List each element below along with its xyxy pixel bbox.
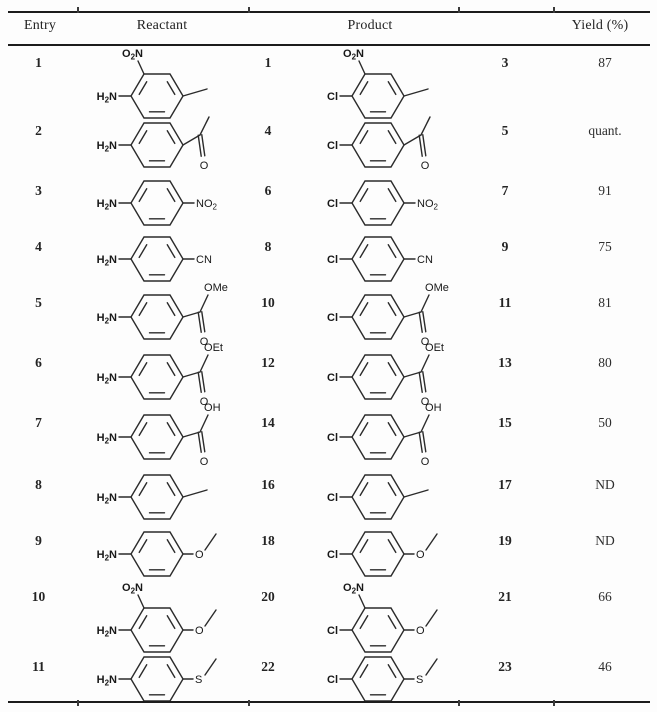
yield-cell: 75 (598, 239, 612, 254)
product-molecule-svg (293, 402, 463, 472)
nitrile-label: CN (417, 254, 433, 266)
ether-oxygen-label: O (195, 549, 204, 561)
reactant-number-cell: 6 (264, 183, 272, 198)
table-row (0, 468, 657, 524)
reactant-column-header: Reactant (136, 18, 188, 33)
ester-group-label: OMe (425, 282, 449, 294)
entry-cell: 3 (35, 183, 42, 198)
product-number-cell: 17 (498, 477, 512, 492)
reactant-molecule-svg (72, 233, 242, 283)
reactant-molecule-svg (72, 526, 242, 578)
product-molecule-svg (293, 471, 463, 521)
amine-label: $H_2N$ (96, 140, 117, 154)
product-number-cell: 13 (498, 355, 512, 370)
product-number-cell: 15 (498, 415, 512, 430)
entry-cell: 5 (35, 295, 42, 310)
ether-oxygen-label: O (195, 625, 204, 637)
amine-label: $H_2N$ (96, 673, 117, 687)
yield-cell: 91 (598, 183, 612, 198)
product-structure (299, 402, 457, 472)
product-molecule-svg (293, 233, 463, 283)
table-row (0, 650, 657, 703)
ester-group-label: OEt (204, 342, 223, 354)
amine-label: $H_2N$ (96, 625, 117, 639)
nitro-label: $O_2N$ (343, 582, 364, 596)
reactant-molecule-svg (72, 651, 242, 703)
table-row (0, 524, 657, 580)
product-structure (299, 114, 457, 180)
ester-group-label: OH (425, 402, 442, 414)
ether-oxygen-label: O (416, 549, 425, 561)
entry-cell: 2 (35, 123, 42, 138)
amine-label: $H_2N$ (96, 372, 117, 386)
product-molecule-svg (293, 46, 463, 124)
product-molecule-svg (293, 580, 463, 658)
nitro-label: $O_2N$ (122, 48, 143, 62)
top-rule-tick (77, 7, 79, 13)
nitrile-label: CN (196, 254, 212, 266)
reactant-number-cell: 12 (261, 355, 275, 370)
thioether-sulfur-label: S (416, 673, 424, 686)
product-structure (299, 46, 457, 124)
top-rule-tick (248, 7, 250, 13)
top-rule-tick (458, 7, 460, 13)
yield-cell: 81 (598, 295, 612, 310)
entry-column-header: Entry (23, 18, 57, 33)
reactant-number-cell: 20 (261, 589, 275, 604)
chloro-label: Cl (326, 492, 338, 504)
product-number-cell: 5 (501, 123, 509, 138)
table-body (0, 46, 657, 703)
reactant-molecule-svg (72, 471, 242, 521)
carbonyl-oxygen-label: O (420, 456, 430, 468)
reactant-molecule-svg (72, 46, 242, 124)
product-number-cell: 7 (501, 183, 509, 198)
carbonyl-oxygen-label: O (199, 160, 209, 172)
reactant-structure (77, 524, 237, 580)
nitro-label: $NO_2$ (417, 198, 438, 212)
product-molecule-svg (293, 114, 463, 180)
yield-cell: 50 (598, 415, 612, 430)
ester-group-label: OEt (425, 342, 444, 354)
amine-label: $H_2N$ (96, 492, 117, 506)
product-number-cell: 9 (501, 239, 509, 254)
yield-cell: ND (595, 533, 615, 548)
table-row (0, 230, 657, 286)
reactant-number-cell: 16 (261, 477, 275, 492)
entry-cell: 4 (35, 239, 42, 254)
amine-label: $H_2N$ (96, 198, 117, 212)
amine-label: $H_2N$ (96, 432, 117, 446)
chloro-label: Cl (326, 312, 338, 324)
amine-label: $H_2N$ (96, 91, 117, 105)
yield-cell: ND (595, 477, 615, 492)
product-number-cell: 21 (498, 589, 512, 604)
chloro-label: Cl (326, 625, 338, 637)
chloro-label: Cl (326, 372, 338, 384)
thioether-sulfur-label: S (195, 673, 203, 686)
reactant-structure (77, 468, 237, 524)
chloro-label: Cl (326, 254, 338, 266)
reactant-molecule-svg (72, 402, 242, 472)
reactant-number-cell: 1 (264, 55, 272, 70)
product-structure (299, 468, 457, 524)
product-structure (299, 230, 457, 286)
ester-group-label: OMe (204, 282, 228, 294)
table-row (0, 580, 657, 650)
chloro-label: Cl (326, 198, 338, 210)
chloro-label: Cl (326, 91, 338, 103)
chloro-label: Cl (326, 432, 338, 444)
reactant-number-cell: 8 (264, 239, 272, 254)
product-number-cell: 3 (501, 55, 509, 70)
carbonyl-oxygen-label: O (199, 336, 209, 348)
table-row (0, 174, 657, 230)
top-rule-tick (553, 7, 555, 13)
reactant-number-cell: 4 (264, 123, 272, 138)
product-structure (299, 650, 457, 703)
reactant-number-cell: 14 (261, 415, 275, 430)
entry-cell: 8 (35, 477, 42, 492)
ether-oxygen-label: O (416, 625, 425, 637)
carbonyl-oxygen-label: O (420, 336, 430, 348)
reactant-structure (77, 402, 237, 472)
reactant-structure (77, 174, 237, 230)
reactant-structure (77, 230, 237, 286)
reactant-molecule-svg (72, 114, 242, 180)
table-row (0, 46, 657, 114)
yield-cell: 80 (598, 355, 612, 370)
carbonyl-oxygen-label: O (420, 396, 430, 408)
yield-column-header: Yield (%) (571, 18, 629, 33)
reactant-structure (77, 46, 237, 124)
table-row (0, 114, 657, 174)
chloro-label: Cl (326, 140, 338, 152)
reactant-structure (77, 580, 237, 658)
nitro-label: $O_2N$ (343, 48, 364, 62)
entry-cell: 6 (35, 355, 42, 370)
nitro-label: $NO_2$ (196, 198, 217, 212)
entry-cell: 1 (35, 55, 42, 70)
bottom-rule-tick (458, 700, 460, 706)
yield-cell: quant. (588, 123, 622, 138)
chloro-label: Cl (326, 673, 338, 686)
yield-cell: 66 (598, 589, 612, 604)
bottom-rule-tick (553, 700, 555, 706)
product-number-cell: 19 (498, 533, 512, 548)
carbonyl-oxygen-label: O (199, 396, 209, 408)
product-number-cell: 23 (498, 659, 512, 674)
bottom-rule-tick (77, 700, 79, 706)
amine-label: $H_2N$ (96, 549, 117, 563)
entry-cell: 9 (35, 533, 42, 548)
product-molecule-svg (293, 177, 463, 227)
carbonyl-oxygen-label: O (420, 160, 430, 172)
product-structure (299, 580, 457, 658)
entry-cell: 10 (31, 589, 46, 604)
amine-label: $H_2N$ (96, 254, 117, 268)
table-row (0, 402, 657, 468)
yield-cell: 87 (598, 55, 612, 70)
entry-cell: 11 (32, 659, 45, 674)
chloro-label: Cl (326, 549, 338, 561)
reactant-structure (77, 114, 237, 180)
reactant-molecule-svg (72, 177, 242, 227)
product-molecule-svg (293, 651, 463, 703)
reactant-number-cell: 18 (261, 533, 275, 548)
product-structure (299, 524, 457, 580)
carbonyl-oxygen-label: O (199, 456, 209, 468)
product-molecule-svg (293, 526, 463, 578)
reactant-structure (77, 650, 237, 703)
reactant-number-cell: 10 (261, 295, 275, 310)
bottom-rule-tick (248, 700, 250, 706)
nitro-label: $O_2N$ (122, 582, 143, 596)
reactant-molecule-svg (72, 580, 242, 658)
yield-cell: 46 (598, 659, 612, 674)
ester-group-label: OH (204, 402, 221, 414)
product-structure (299, 174, 457, 230)
amine-label: $H_2N$ (96, 312, 117, 326)
reactant-number-cell: 22 (261, 659, 275, 674)
product-number-cell: 11 (498, 295, 512, 310)
entry-cell: 7 (35, 415, 42, 430)
product-column-header: Product (347, 18, 393, 33)
